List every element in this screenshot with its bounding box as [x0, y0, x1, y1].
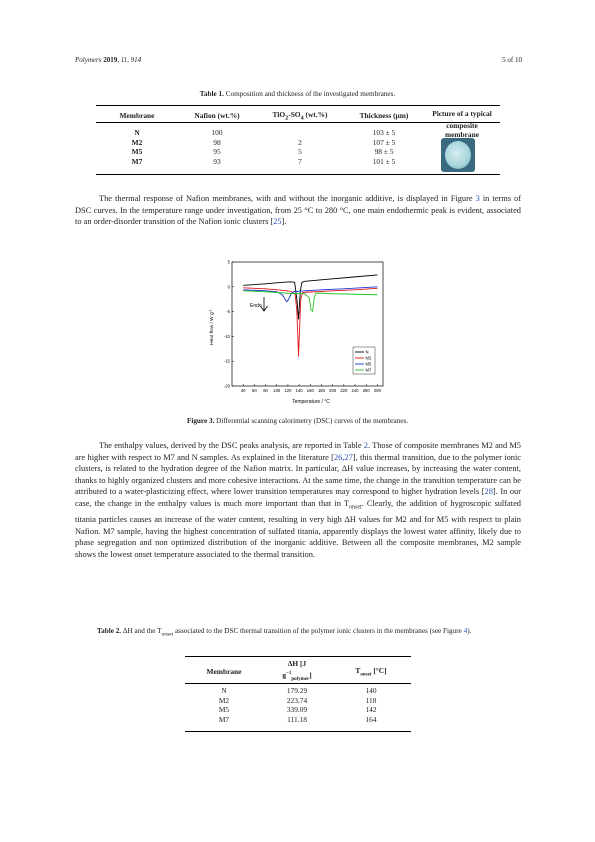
- x-tick-label: 220: [340, 388, 348, 393]
- table2-top-rule: [185, 656, 411, 657]
- table1-caption: [0, 90, 595, 98]
- citation-link[interactable]: 28: [484, 487, 493, 497]
- running-header: [75, 56, 141, 64]
- paragraph-2: The enthalpy values, derived by the DSC peaks analysis, are reported in Table 2. Those of composite membranes M2 and M5 are higher with respect to M7 and N samples. As explained in the literature [26,27], this thermal transition, due to the polymer ionic clusters, is related to the hydration degree of the Nafion matrix. In particular, ΔH value increases, by increasing the water content, thanks to highly organized clusters and more cohesive interactions. At the same time, the change in the transition temperature can be attributed to a water-plasticizing effect, where lower transition temperatures may correspond to higher hydration levels [28]. In our case, the change in the enthalpy values is much more important than that in $T_{onset}$. Clearly, the addition of hygroscopic sulfated titania particles causes an increase of the water content, resulting in very high ΔH values for M2 and for M5 with respect to plain Nafion. M7 sample, having the highest concentration of sulfated titania, apparently displays the lowest water affinity, likely due to phase segregation and non optimized distribution of the inorganic additive. Between all the composite membranes, M2 sample shows the lowest onset temperature associated to the thermal transition.: [75, 441, 521, 560]
- y-tick-label: -10: [223, 333, 230, 339]
- table1-cell-thickness: 103 ± 5: [372, 128, 396, 137]
- y-tick-label: -5: [226, 309, 230, 315]
- membrane-photo: [441, 138, 475, 172]
- table1-picture-header-cont: composite membrane: [444, 121, 480, 139]
- table2-cell-t: 118: [365, 695, 377, 705]
- y-tick-label: 0: [227, 284, 230, 290]
- membrane-disc: [445, 141, 471, 169]
- table1-cell-thickness: 107 ± 5: [372, 137, 396, 147]
- x-tick-label: 120: [284, 388, 292, 393]
- table1-cell-thickness: 101 ± 5: [372, 156, 396, 166]
- journal-year: 2019: [103, 56, 118, 64]
- table1-label: Table 1.: [199, 90, 224, 98]
- table-row: [96, 157, 500, 167]
- table2-cell-dh: 111.18: [287, 714, 307, 724]
- x-axis-label: Temperature / °C: [292, 399, 330, 405]
- chart-series: [243, 275, 377, 356]
- citation-link[interactable]: 26,27: [333, 452, 353, 462]
- table1-cell-tio2: 2: [298, 137, 302, 147]
- y-axis-label: Heat flow / W $g^{-1}$: [208, 309, 215, 345]
- dsc-chart: [200, 255, 400, 411]
- table2-cell-t: 140: [365, 686, 377, 695]
- table1-col-nafion: Nafion (wt.%): [194, 111, 240, 121]
- x-tick-label: 200: [329, 388, 337, 393]
- y-tick-label: -20: [223, 383, 230, 389]
- table1-cell-membrane: M2: [131, 137, 143, 147]
- x-tick-label: 60: [252, 388, 257, 393]
- table2-label: Table 2.: [97, 627, 122, 635]
- table2-col-tonset: $T_{onset}$ [°C]: [355, 666, 387, 678]
- legend-label: M7: [365, 367, 372, 373]
- table1-col-picture: Picture of a typical: [432, 109, 492, 118]
- series-line-n: [243, 275, 377, 319]
- legend-label: N: [365, 349, 369, 355]
- table2-cell-dh: 223.74: [286, 695, 308, 705]
- series-line-m2: [243, 288, 377, 356]
- x-tick-label: 260: [362, 388, 370, 393]
- table1-cell-nafion: 98: [213, 137, 221, 147]
- x-tick-label: 100: [273, 388, 281, 393]
- table-row: [185, 715, 411, 725]
- table2-bottom-rule: [185, 731, 411, 732]
- table2-col-dh: ΔH [J $g^{-1}_{polymer}$]: [282, 659, 312, 682]
- table1-cell-nafion: 95: [213, 147, 221, 156]
- table2-cell-dh: 179.29: [286, 686, 308, 695]
- figure3-caption: [0, 417, 595, 425]
- figure3-caption-text: Differential scanning calorimetry (DSC) curves of the membranes.: [216, 417, 409, 425]
- series-line-m7: [243, 291, 377, 312]
- y-tick-label: -15: [223, 358, 230, 364]
- table2-cell-membrane: M2: [218, 695, 230, 705]
- table1-cell-nafion: 93: [213, 156, 221, 166]
- table1-col-thickness: Thickness (μm): [359, 111, 409, 121]
- table1-col-membrane: Membrane: [119, 111, 155, 121]
- table2-mid-rule: [185, 683, 411, 684]
- table1-col-tio2: $TiO_2-SO_4$ (wt.%): [272, 110, 328, 122]
- x-tick-label: 40: [240, 388, 246, 393]
- table2-cell-dh: 339.09: [286, 705, 308, 715]
- legend-label: M2: [365, 355, 372, 361]
- table1-cell-tio2: [256, 128, 344, 138]
- table2-cell-membrane: N: [221, 686, 227, 695]
- table1-bottom-rule: [96, 174, 500, 175]
- table2-col-membrane: Membrane: [206, 667, 242, 677]
- chart-legend: [353, 347, 375, 374]
- x-tick-label: 180: [317, 388, 325, 393]
- table1-cell-membrane: N: [134, 128, 140, 137]
- journal-volume: , 11, 914: [117, 56, 142, 64]
- journal-name: Polymers: [75, 56, 102, 64]
- figure-ref[interactable]: 3: [475, 194, 480, 203]
- table2-cell-membrane: M5: [218, 705, 230, 715]
- table-row: [96, 147, 500, 157]
- table-row: [185, 705, 411, 715]
- x-tick-label: 140: [295, 388, 303, 393]
- table1-cell-nafion: 100: [211, 128, 223, 137]
- table2-header-row: [185, 658, 411, 686]
- table2-caption: Table 2. ΔH and the $T_{onset}$ associated to the DSC thermal transition of the polymer ionic clusters in the membranes (see Figure 4).: [97, 627, 472, 638]
- table2-cell-t: 164: [365, 714, 377, 724]
- table-row: [185, 686, 411, 696]
- x-tick-label: 280: [373, 388, 381, 393]
- table1-cell-tio2: 5: [298, 147, 302, 156]
- citation-link[interactable]: 25: [273, 217, 282, 227]
- table-row: [185, 696, 411, 706]
- endo-annotation: Endo: [250, 303, 262, 309]
- table2-body: [185, 686, 411, 724]
- paragraph-1: The thermal response of Nafion membranes, with and without the inorganic additive, is displayed in Figure 3 in terms of DSC curves. In the temperature range under investigation, from 25 °C to 280 °C, one main endothermic peak is evident, associated to an order-disorder transition of the Nafion ionic clusters [25].: [75, 194, 521, 227]
- table1-cell-thickness: 98 ± 5: [374, 147, 394, 156]
- table1-cell-membrane: M7: [131, 156, 143, 166]
- x-tick-label: 160: [306, 388, 314, 393]
- table1-cell-tio2: 7: [298, 156, 302, 166]
- legend-label: M5: [365, 361, 372, 367]
- table2-cell-t: 142: [365, 705, 377, 715]
- page-number: 5 of 10: [502, 56, 522, 64]
- figure3-label: Figure 3.: [186, 417, 215, 425]
- table1-caption-text: Composition and thickness of the investigated membranes.: [225, 90, 396, 98]
- table1-cell-membrane: M5: [131, 147, 143, 156]
- table1-top-rule: [96, 105, 500, 106]
- table-ref[interactable]: 2: [363, 441, 368, 450]
- x-tick-label: 80: [263, 388, 268, 393]
- x-tick-label: 240: [351, 388, 359, 393]
- figure-ref[interactable]: 4: [463, 627, 468, 635]
- table2-cell-membrane: M7: [218, 714, 230, 724]
- table2: [185, 658, 411, 686]
- y-tick-label: 5: [227, 259, 230, 265]
